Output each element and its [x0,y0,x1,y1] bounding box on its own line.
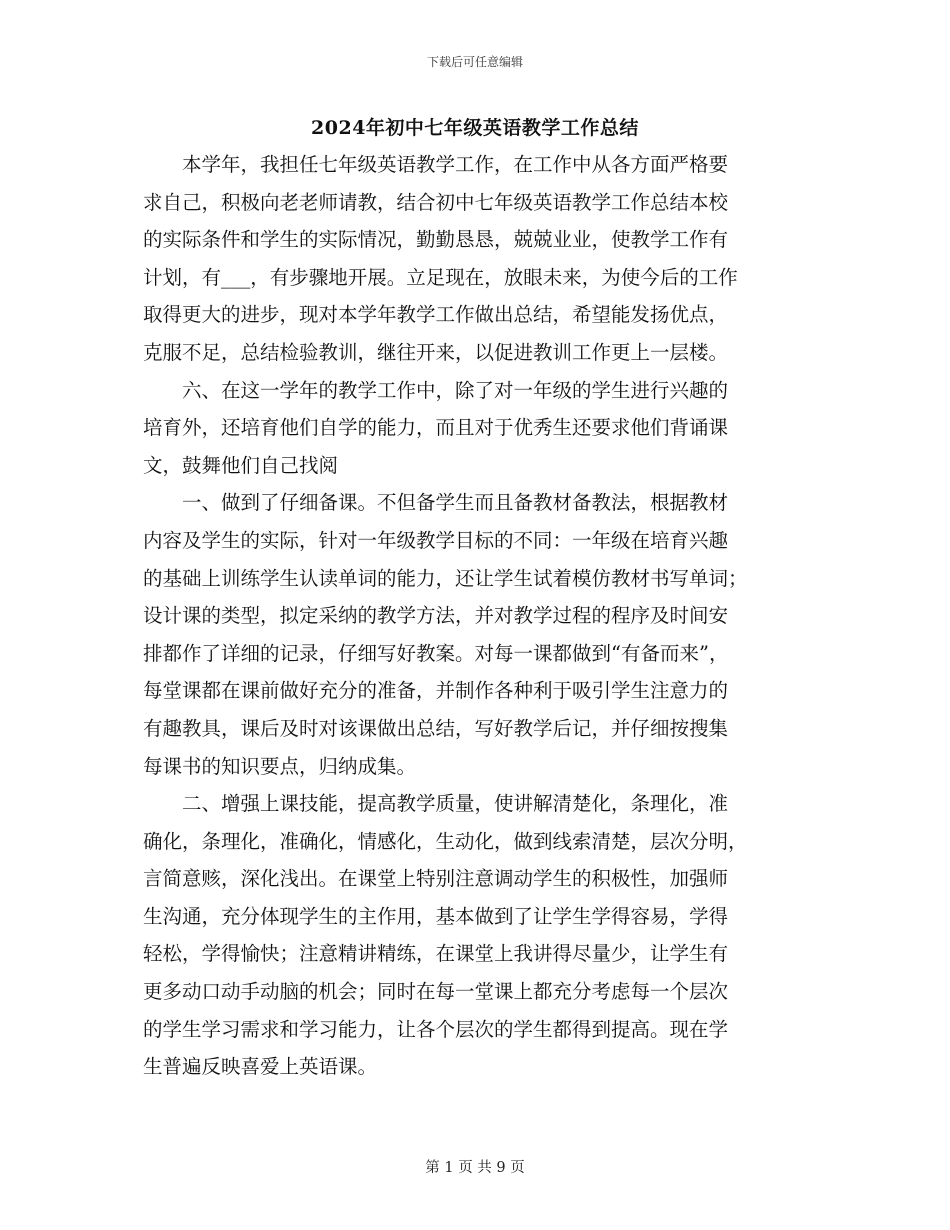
text-line: 克服不足，总结检验教训，继往开来，以促进教训工作更上一层楼。 [143,340,729,364]
text-line: 取得更大的进步，现对本学年教学工作做出总结，希望能发扬优点， [143,303,729,327]
text-line: 内容及学生的实际，针对一年级教学目标的不同：一年级在培育兴趣 [143,528,729,552]
text-line: 生沟通，充分体现学生的主作用，基本做到了让学生学得容易，学得 [143,904,729,928]
text-line: 六、在这一学年的教学工作中，除了对一年级的学生进行兴趣的 [143,378,729,402]
paragraph-section-one [143,484,803,785]
text-line: 每课书的知识要点，归纳成集。 [143,754,417,778]
text-line: 有趣教具，课后及时对该课做出总结，写好教学后记，并仔细按搜集 [143,716,729,740]
text-line: 求自己，积极向老老师请教，结合初中七年级英语教学工作总结本校 [143,190,729,214]
paragraph-section-six [143,372,803,485]
text-line: 的基础上训练学生认读单词的能力，还让学生试着模仿教材书写单词； [143,566,748,590]
text-line: 二、增强上课技能，提高教学质量，使讲解清楚化，条理化，准 [143,792,729,816]
text-line: 每堂课都在课前做好充分的准备，并制作各种利于吸引学生注意力的 [143,679,729,703]
page-header-note: 下载后可任意编辑 [426,55,523,69]
text-line: 计划，有___，有步骤地开展。立足现在，放眼未来，为使今后的工作 [143,265,738,289]
document-title: 2024年初中七年级英语教学工作总结 [311,117,639,139]
document-body [143,146,803,1086]
text-line: 轻松，学得愉快；注意精讲精练，在课堂上我讲得尽量少，让学生有 [143,942,729,966]
paragraph-section-two [143,785,803,1086]
paragraph-intro [143,146,803,372]
text-line: 更多动口动手动脑的机会；同时在每一堂课上都充分考虑每一个层次 [143,980,729,1004]
text-line: 培育外，还培育他们自学的能力，而且对于优秀生还要求他们背诵课 [143,416,729,440]
text-line: 生普遍反映喜爱上英语课。 [143,1055,378,1079]
text-line: 文，鼓舞他们自己找阅 [143,453,339,477]
text-line: 的学生学习需求和学习能力，让各个层次的学生都得到提高。现在学 [143,1017,729,1041]
text-line: 确化，条理化，准确化，情感化，生动化，做到线索清楚，层次分明， [143,829,748,853]
text-line: 言简意赅，深化浅出。在课堂上特别注意调动学生的积极性，加强师 [143,867,729,891]
text-line: 的实际条件和学生的实际情况，勤勤恳恳，兢兢业业，使教学工作有 [143,228,729,252]
text-line: 排都作了详细的记录，仔细写好教案。对每一课都做到“有备而来”， [143,641,729,665]
text-line: 本学年，我担任七年级英语教学工作，在工作中从各方面严格要 [143,153,729,176]
text-line: 设计课的类型，拟定采纳的教学方法，并对教学过程的程序及时间安 [143,604,729,628]
text-line: 一、做到了仔细备课。不但备学生而且备教材备教法，根据教材 [143,491,729,515]
page-footer-pagination: 第 1 页 共 9 页 [425,1160,525,1176]
